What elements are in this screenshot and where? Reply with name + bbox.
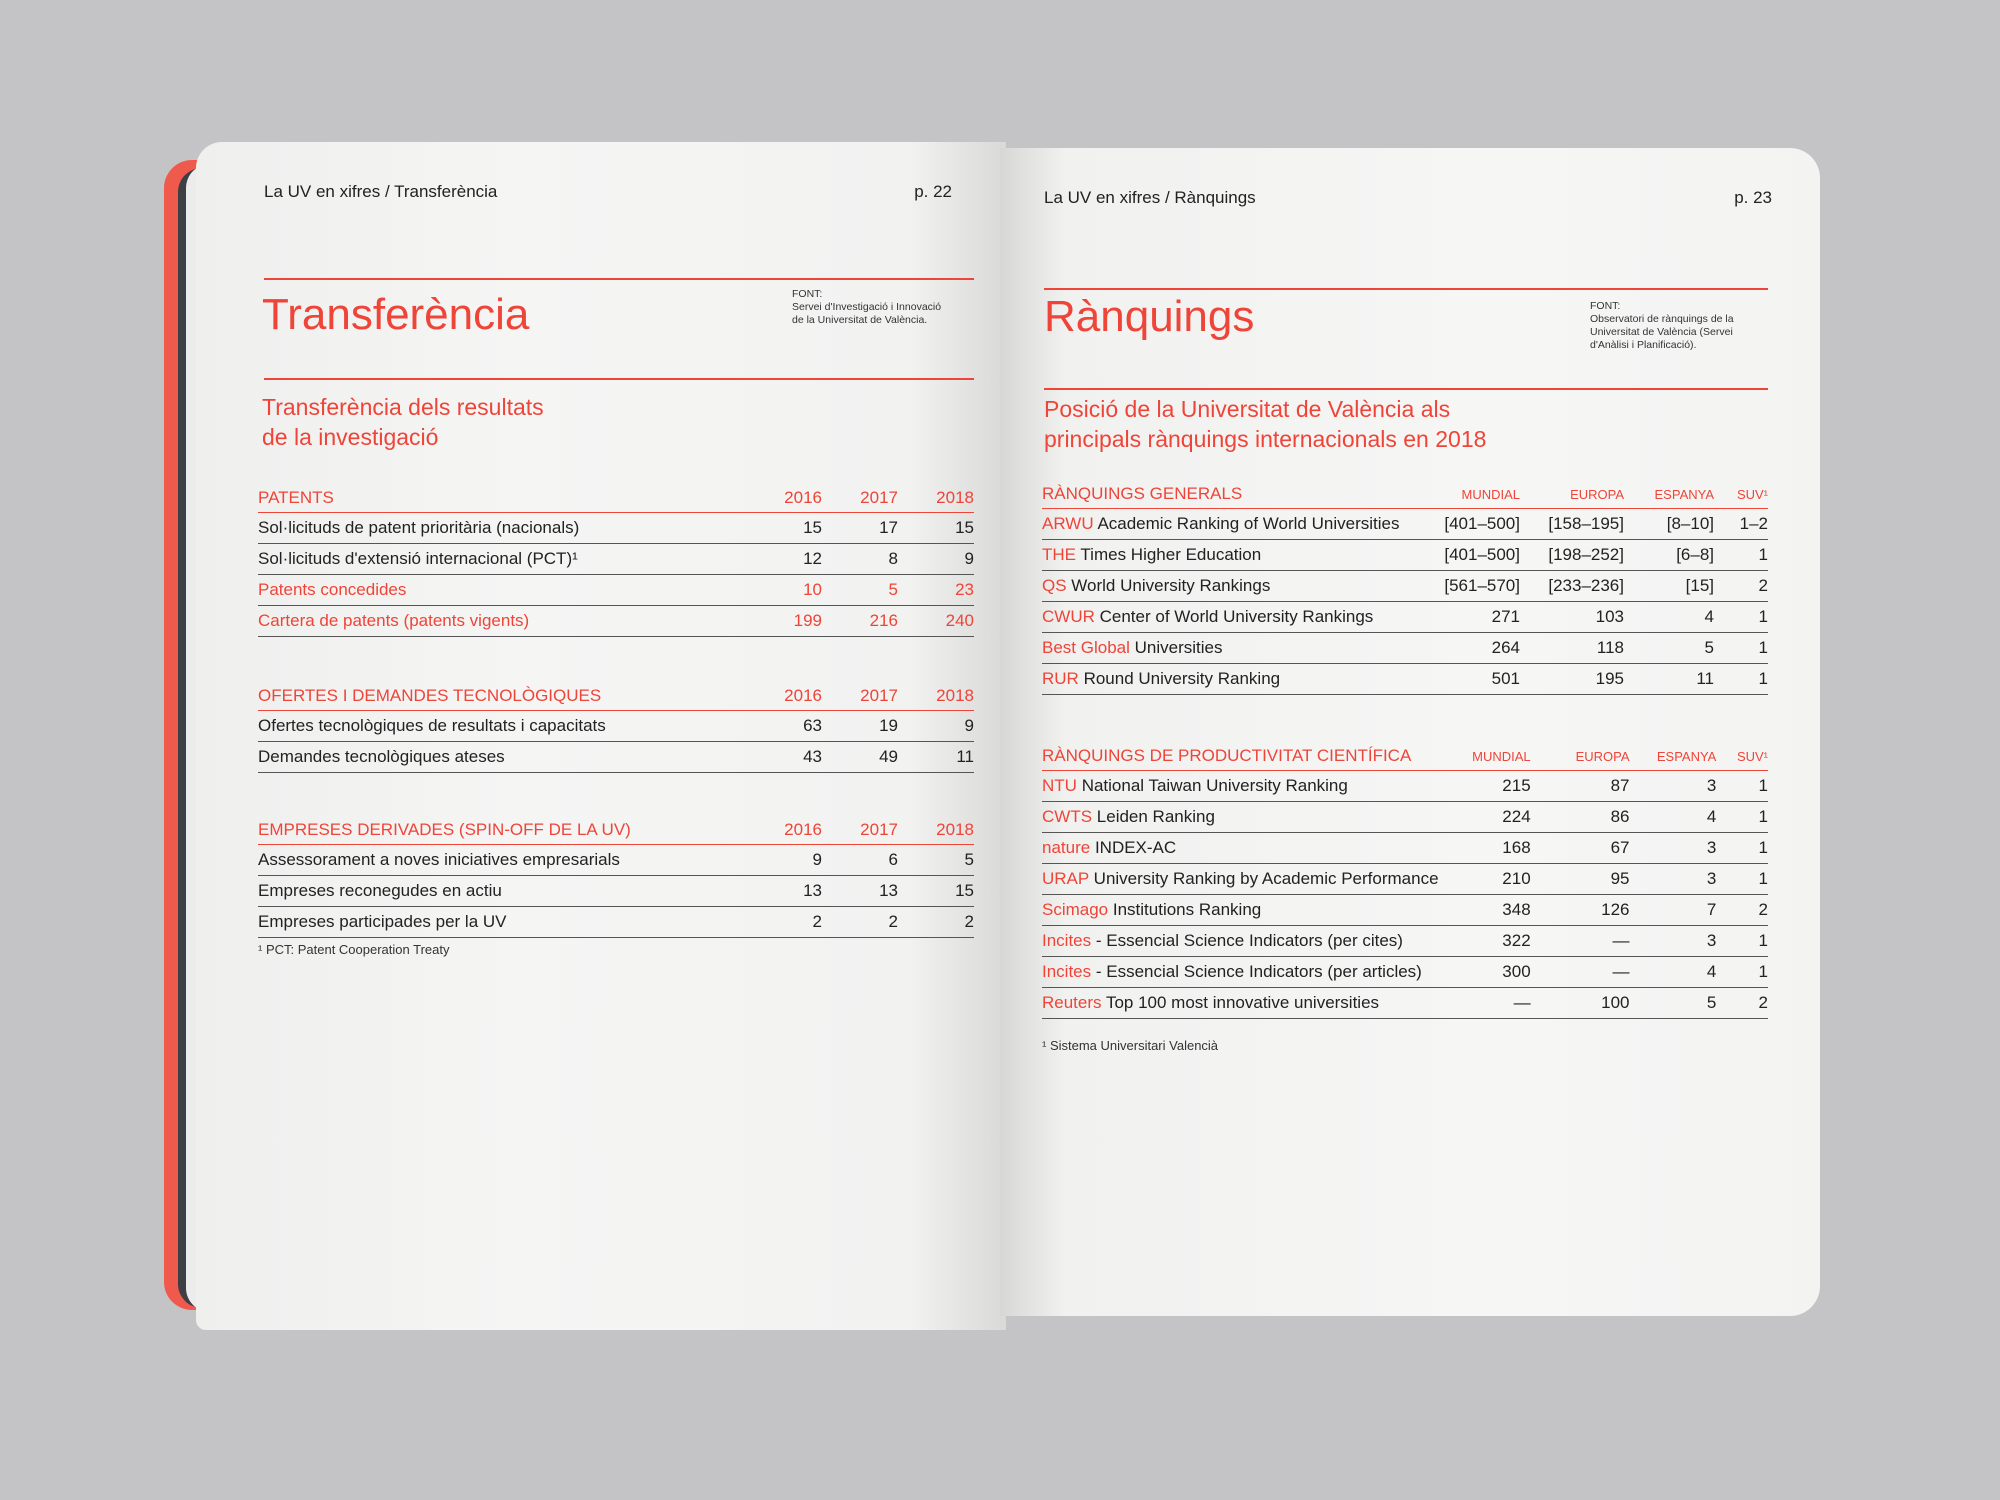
ranking-name: University Ranking by Academic Performance bbox=[1093, 869, 1439, 888]
row-value: 9 bbox=[742, 845, 822, 876]
table-heading: EMPRESES DERIVADES (SPIN-OFF DE LA UV) bbox=[258, 820, 742, 845]
column-header: MUNDIAL bbox=[1424, 484, 1520, 509]
ranking-acronym: Reuters bbox=[1042, 993, 1102, 1012]
rank-value: 7 bbox=[1630, 895, 1717, 926]
rank-value: 1 bbox=[1716, 957, 1768, 988]
ranking-acronym: RUR bbox=[1042, 669, 1079, 688]
ranking-name-cell bbox=[1042, 571, 1424, 602]
row-value: 5 bbox=[898, 845, 974, 876]
table-row bbox=[1042, 664, 1768, 695]
year-header: 2018 bbox=[898, 820, 974, 845]
table-row bbox=[1042, 571, 1768, 602]
column-header: EUROPA bbox=[1531, 746, 1630, 771]
ranking-name-cell bbox=[1042, 509, 1424, 540]
table-row bbox=[258, 606, 974, 637]
row-label: Empreses reconegudes en actiu bbox=[258, 876, 742, 907]
year-header: 2018 bbox=[898, 686, 974, 711]
rank-value: 118 bbox=[1520, 633, 1624, 664]
rank-value: — bbox=[1531, 957, 1630, 988]
year-header: 2016 bbox=[742, 820, 822, 845]
ranking-acronym: NTU bbox=[1042, 776, 1077, 795]
year-header: 2017 bbox=[822, 820, 898, 845]
rank-value: 210 bbox=[1439, 864, 1531, 895]
rank-value: — bbox=[1531, 926, 1630, 957]
spin-off-table bbox=[258, 820, 974, 938]
table-header-row bbox=[1042, 746, 1768, 771]
table-header-row bbox=[258, 820, 974, 845]
rank-value: 4 bbox=[1630, 957, 1717, 988]
rank-value: [8–10] bbox=[1624, 509, 1714, 540]
footnote: ¹ Sistema Universitari Valencià bbox=[1042, 1038, 1219, 1053]
rank-value: 215 bbox=[1439, 771, 1531, 802]
row-value: 23 bbox=[898, 575, 974, 606]
left-page bbox=[196, 142, 1006, 1330]
rank-value: 11 bbox=[1624, 664, 1714, 695]
source-note: FONT: Servei d'Investigació i Innovació de la Universitat de València. bbox=[792, 288, 942, 326]
running-header: La UV en xifres / Transferència bbox=[264, 182, 498, 201]
ranking-name: - Essencial Science Indicators (per cites) bbox=[1095, 931, 1403, 950]
rank-value: 1 bbox=[1716, 771, 1768, 802]
rank-value: 4 bbox=[1630, 802, 1717, 833]
ranking-acronym: CWTS bbox=[1042, 807, 1093, 826]
table-heading: RÀNQUINGS GENERALS bbox=[1042, 484, 1424, 509]
ranking-acronym: QS bbox=[1042, 576, 1067, 595]
row-value: 49 bbox=[822, 742, 898, 773]
ranking-name: Leiden Ranking bbox=[1096, 807, 1215, 826]
column-header: EUROPA bbox=[1520, 484, 1624, 509]
row-value: 199 bbox=[742, 606, 822, 637]
row-value: 216 bbox=[822, 606, 898, 637]
ranking-name-cell bbox=[1042, 864, 1439, 895]
rank-value: 168 bbox=[1439, 833, 1531, 864]
table-row bbox=[1042, 895, 1768, 926]
rank-value: 100 bbox=[1531, 988, 1630, 1019]
source-note: FONT: Observatori de rànquings de la Universitat de València (Servei d'Anàlisi i Planificació). bbox=[1590, 300, 1734, 351]
row-label: Sol·licituds d'extensió internacional (PCT)¹ bbox=[258, 544, 742, 575]
ranking-name-cell bbox=[1042, 633, 1424, 664]
rank-value: 3 bbox=[1630, 926, 1717, 957]
row-label: Demandes tecnològiques ateses bbox=[258, 742, 742, 773]
ranking-name-cell bbox=[1042, 895, 1439, 926]
row-value: 5 bbox=[822, 575, 898, 606]
rank-value: — bbox=[1439, 988, 1531, 1019]
rank-value: 103 bbox=[1520, 602, 1624, 633]
rank-value: 348 bbox=[1439, 895, 1531, 926]
table-row bbox=[258, 742, 974, 773]
row-value: 240 bbox=[898, 606, 974, 637]
column-header: ESPANYA bbox=[1630, 746, 1717, 771]
title-rule-bottom bbox=[264, 378, 974, 380]
rank-value: 271 bbox=[1424, 602, 1520, 633]
ranking-name-cell bbox=[1042, 957, 1439, 988]
table-row bbox=[258, 575, 974, 606]
rank-value: 264 bbox=[1424, 633, 1520, 664]
general-rankings-table bbox=[1042, 484, 1768, 695]
rank-value: 2 bbox=[1716, 895, 1768, 926]
rank-value: 5 bbox=[1630, 988, 1717, 1019]
year-header: 2016 bbox=[742, 488, 822, 513]
column-header: MUNDIAL bbox=[1439, 746, 1531, 771]
rank-value: [401–500] bbox=[1424, 540, 1520, 571]
table-heading: PATENTS bbox=[258, 488, 742, 513]
rank-value: 224 bbox=[1439, 802, 1531, 833]
title-rule-top bbox=[264, 278, 974, 280]
table-row bbox=[1042, 988, 1768, 1019]
table-row bbox=[258, 907, 974, 938]
rank-value: 95 bbox=[1531, 864, 1630, 895]
row-value: 2 bbox=[898, 907, 974, 938]
rank-value: 5 bbox=[1624, 633, 1714, 664]
rank-value: 501 bbox=[1424, 664, 1520, 695]
ranking-name: Center of World University Rankings bbox=[1099, 607, 1374, 626]
title-rule-bottom bbox=[1044, 388, 1768, 390]
ranking-name: Times Higher Education bbox=[1080, 545, 1262, 564]
year-header: 2017 bbox=[822, 686, 898, 711]
tech-offers-table bbox=[258, 686, 974, 773]
row-value: 2 bbox=[742, 907, 822, 938]
rank-value: 2 bbox=[1714, 571, 1768, 602]
rank-value: 1 bbox=[1716, 926, 1768, 957]
column-header: SUV¹ bbox=[1716, 746, 1768, 771]
table-row bbox=[1042, 633, 1768, 664]
row-label: Assessorament a noves iniciatives empresarials bbox=[258, 845, 742, 876]
table-row bbox=[1042, 833, 1768, 864]
row-value: 9 bbox=[898, 711, 974, 742]
page-number: p. 22 bbox=[914, 182, 952, 201]
running-header: La UV en xifres / Rànquings bbox=[1044, 188, 1256, 207]
right-page bbox=[1000, 148, 1820, 1316]
row-value: 15 bbox=[898, 876, 974, 907]
row-value: 2 bbox=[822, 907, 898, 938]
table-header-row bbox=[1042, 484, 1768, 509]
row-value: 8 bbox=[822, 544, 898, 575]
page-number: p. 23 bbox=[1734, 188, 1772, 207]
table-row bbox=[258, 544, 974, 575]
rank-value: 1 bbox=[1714, 664, 1768, 695]
rank-value: 1 bbox=[1714, 633, 1768, 664]
rank-value: 1 bbox=[1716, 833, 1768, 864]
row-value: 43 bbox=[742, 742, 822, 773]
table-header-row bbox=[258, 686, 974, 711]
rank-value: [401–500] bbox=[1424, 509, 1520, 540]
ranking-name: Universities bbox=[1134, 638, 1223, 657]
rank-value: 4 bbox=[1624, 602, 1714, 633]
row-value: 10 bbox=[742, 575, 822, 606]
rank-value: [198–252] bbox=[1520, 540, 1624, 571]
rank-value: [15] bbox=[1624, 571, 1714, 602]
year-header: 2018 bbox=[898, 488, 974, 513]
ranking-name: Round University Ranking bbox=[1083, 669, 1281, 688]
ranking-name-cell bbox=[1042, 833, 1439, 864]
row-value: 63 bbox=[742, 711, 822, 742]
ranking-acronym: Incites bbox=[1042, 962, 1092, 981]
rank-value: 67 bbox=[1531, 833, 1630, 864]
title-rule-top bbox=[1044, 288, 1768, 290]
rank-value: 1–2 bbox=[1714, 509, 1768, 540]
ranking-name-cell bbox=[1042, 771, 1439, 802]
table-row bbox=[1042, 602, 1768, 633]
ranking-name-cell bbox=[1042, 602, 1424, 633]
rank-value: [233–236] bbox=[1520, 571, 1624, 602]
rank-value: 1 bbox=[1716, 864, 1768, 895]
rank-value: 3 bbox=[1630, 864, 1717, 895]
rank-value: [158–195] bbox=[1520, 509, 1624, 540]
ranking-name: INDEX-AC bbox=[1094, 838, 1177, 857]
patents-table bbox=[258, 488, 974, 637]
year-header: 2017 bbox=[822, 488, 898, 513]
row-value: 6 bbox=[822, 845, 898, 876]
rank-value: [6–8] bbox=[1624, 540, 1714, 571]
row-value: 9 bbox=[898, 544, 974, 575]
column-header: SUV¹ bbox=[1714, 484, 1768, 509]
table-row bbox=[258, 845, 974, 876]
rank-value: 1 bbox=[1714, 540, 1768, 571]
ranking-acronym: CWUR bbox=[1042, 607, 1095, 626]
row-value: 13 bbox=[822, 876, 898, 907]
row-label: Ofertes tecnològiques de resultats i capacitats bbox=[258, 711, 742, 742]
row-value: 17 bbox=[822, 513, 898, 544]
table-row bbox=[258, 711, 974, 742]
ranking-name-cell bbox=[1042, 802, 1439, 833]
rank-value: 86 bbox=[1531, 802, 1630, 833]
row-value: 19 bbox=[822, 711, 898, 742]
ranking-acronym: THE bbox=[1042, 545, 1076, 564]
ranking-name: - Essencial Science Indicators (per articles) bbox=[1095, 962, 1422, 981]
rank-value: [561–570] bbox=[1424, 571, 1520, 602]
row-label: Empreses participades per la UV bbox=[258, 907, 742, 938]
rank-value: 3 bbox=[1630, 833, 1717, 864]
table-heading: OFERTES I DEMANDES TECNOLÒGIQUES bbox=[258, 686, 742, 711]
table-header-row bbox=[258, 488, 974, 513]
row-label: Cartera de patents (patents vigents) bbox=[258, 606, 742, 637]
rank-value: 1 bbox=[1716, 802, 1768, 833]
table-row bbox=[1042, 926, 1768, 957]
ranking-acronym: nature bbox=[1042, 838, 1091, 857]
ranking-name-cell bbox=[1042, 664, 1424, 695]
ranking-acronym: URAP bbox=[1042, 869, 1089, 888]
ranking-name: National Taiwan University Ranking bbox=[1081, 776, 1348, 795]
ranking-acronym: Scimago bbox=[1042, 900, 1109, 919]
rank-value: 300 bbox=[1439, 957, 1531, 988]
ranking-name-cell bbox=[1042, 988, 1439, 1019]
table-row bbox=[1042, 540, 1768, 571]
row-label: Sol·licituds de patent prioritària (nacionals) bbox=[258, 513, 742, 544]
table-row bbox=[1042, 509, 1768, 540]
table-row bbox=[1042, 802, 1768, 833]
rank-value: 1 bbox=[1714, 602, 1768, 633]
column-header: ESPANYA bbox=[1624, 484, 1714, 509]
rank-value: 2 bbox=[1716, 988, 1768, 1019]
ranking-acronym: Best Global bbox=[1042, 638, 1130, 657]
table-row bbox=[258, 513, 974, 544]
year-header: 2016 bbox=[742, 686, 822, 711]
section-subtitle: Posició de la Universitat de València als principals rànquings internacionals en 2018 bbox=[1044, 396, 1487, 452]
page-title: Rànquings bbox=[1044, 292, 1255, 341]
rank-value: 195 bbox=[1520, 664, 1624, 695]
row-value: 15 bbox=[898, 513, 974, 544]
ranking-name: Top 100 most innovative universities bbox=[1105, 993, 1380, 1012]
row-value: 15 bbox=[742, 513, 822, 544]
table-row bbox=[1042, 771, 1768, 802]
rank-value: 87 bbox=[1531, 771, 1630, 802]
footnote: ¹ PCT: Patent Cooperation Treaty bbox=[258, 942, 450, 957]
ranking-name: Academic Ranking of World Universities bbox=[1097, 514, 1400, 533]
productivity-rankings-table bbox=[1042, 746, 1768, 1019]
row-value: 11 bbox=[898, 742, 974, 773]
row-label: Patents concedides bbox=[258, 575, 742, 606]
row-value: 13 bbox=[742, 876, 822, 907]
rank-value: 126 bbox=[1531, 895, 1630, 926]
rank-value: 3 bbox=[1630, 771, 1717, 802]
page-title: Transferència bbox=[262, 290, 530, 339]
ranking-name-cell bbox=[1042, 540, 1424, 571]
table-heading: RÀNQUINGS DE PRODUCTIVITAT CIENTÍFICA bbox=[1042, 746, 1439, 771]
row-value: 12 bbox=[742, 544, 822, 575]
rank-value: 322 bbox=[1439, 926, 1531, 957]
ranking-acronym: ARWU bbox=[1042, 514, 1094, 533]
section-subtitle: Transferència dels resultats de la investigació bbox=[262, 394, 544, 450]
table-row bbox=[1042, 957, 1768, 988]
table-row bbox=[1042, 864, 1768, 895]
ranking-acronym: Incites bbox=[1042, 931, 1092, 950]
table-row bbox=[258, 876, 974, 907]
ranking-name-cell bbox=[1042, 926, 1439, 957]
ranking-name: Institutions Ranking bbox=[1112, 900, 1262, 919]
ranking-name: World University Rankings bbox=[1071, 576, 1271, 595]
